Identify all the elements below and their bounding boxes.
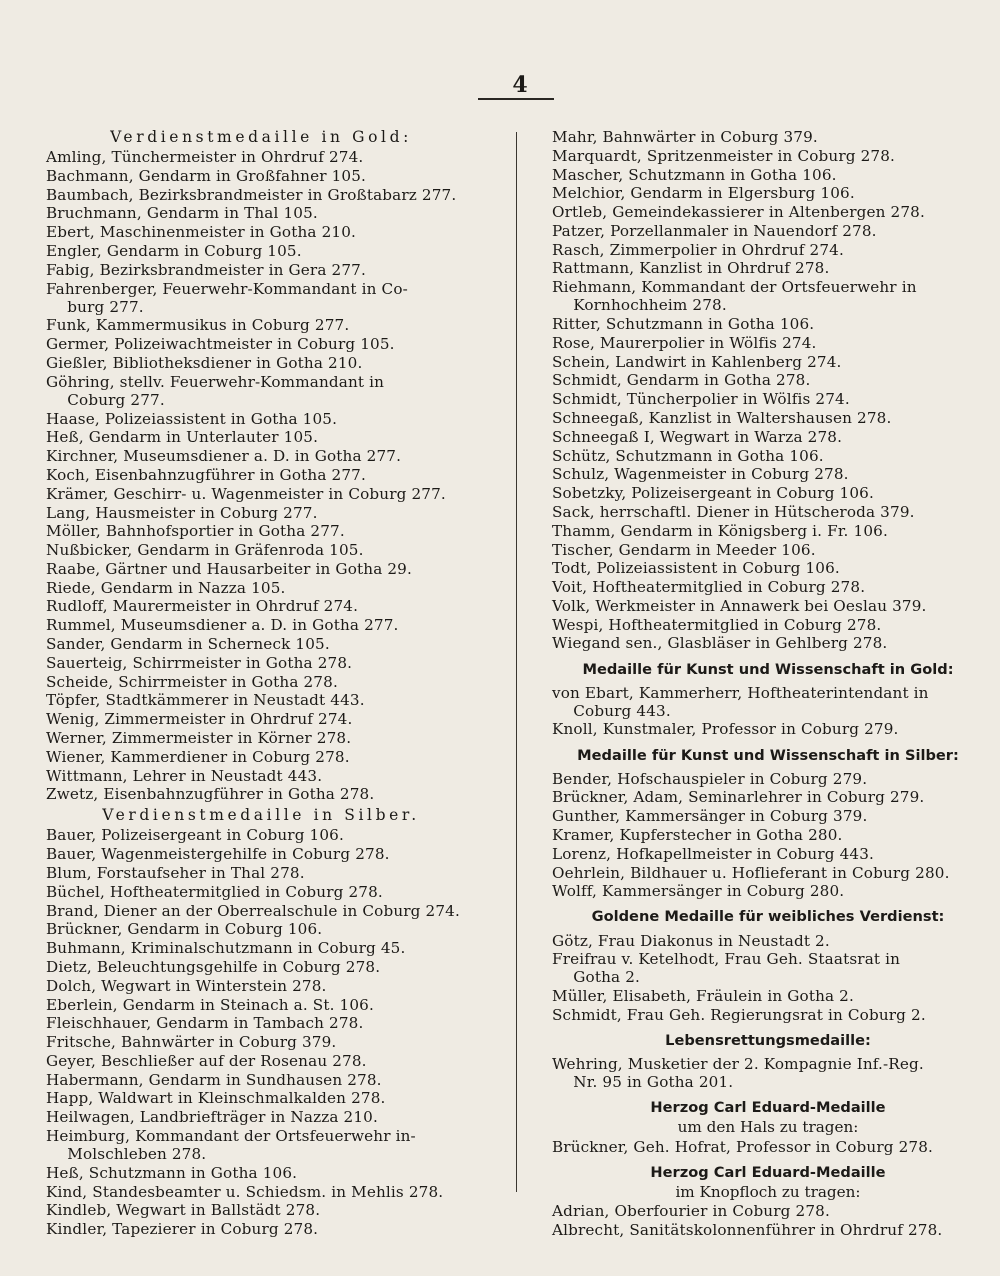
- list-item: Engler, Gendarm in Coburg 105.: [46, 242, 302, 260]
- heading-verdienst-gold: Verdienstmedaille in Gold:: [110, 128, 412, 146]
- subline-herzog-knopfloch: im Knopfloch zu tragen:: [675, 1182, 861, 1201]
- list-item: Marquardt, Spritzenmeister in Coburg 278.: [552, 146, 896, 165]
- list-item: Dolch, Wegwart in Winterstein 278.: [46, 976, 327, 995]
- list-item: Ritter, Schutzmann in Gotha 106.: [552, 315, 815, 334]
- list-item: Tischer, Gendarm in Meeder 106.: [552, 540, 816, 559]
- list-item: Heilwagen, Landbriefträger in Nazza 210.: [46, 1108, 378, 1127]
- heading-kunst-gold: Medaille für Kunst und Wissenschaft in Gold:: [582, 660, 954, 678]
- list-item: Kindleb, Wegwart in Ballstädt 278.: [46, 1201, 321, 1220]
- list-item: Göhring, stellv. Feuerwehr-Kommandant in Coburg 277.: [46, 372, 385, 409]
- list-silber-cont: [552, 128, 984, 653]
- list-item: Freifrau v. Ketelhodt, Frau Geh. Staatsrat in Gotha 2.: [552, 950, 901, 987]
- list-item: Albrecht, Sanitätskolonnenführer in Ohrdruf 278.: [552, 1220, 943, 1239]
- list-item: Adrian, Oberfourier in Coburg 278.: [552, 1201, 830, 1220]
- list-item: Fritsche, Bahnwärter in Coburg 379.: [46, 1033, 337, 1052]
- list-item: Mahr, Bahnwärter in Coburg 379.: [552, 128, 818, 146]
- list-item: Fleischhauer, Gendarm in Tambach 278.: [46, 1014, 364, 1033]
- list-item: Töpfer, Stadtkämmerer in Neustadt 443.: [46, 691, 365, 710]
- list-item: Götz, Frau Diakonus in Neustadt 2.: [552, 931, 830, 950]
- list-item: Werner, Zimmermeister in Körner 278.: [46, 728, 352, 747]
- list-item: Schütz, Schutzmann in Gotha 106.: [552, 446, 824, 465]
- list-item: Zwetz, Eisenbahnzugführer in Gotha 278.: [46, 785, 375, 804]
- list-item: Raabe, Gärtner und Hausarbeiter in Gotha 29.: [46, 559, 412, 578]
- list-herzog-hals: [552, 1138, 984, 1156]
- list-item: Kirchner, Museumsdiener a. D. in Gotha 277.: [46, 447, 402, 466]
- list-item: Sack, herrschaftl. Diener in Hütscheroda 379.: [552, 502, 915, 521]
- heading-verdienst-silber: Verdienstmedaille in Silber.: [102, 806, 420, 825]
- list-item: Bender, Hofschauspieler in Coburg 279.: [552, 769, 868, 788]
- list-item: Melchior, Gendarm in Elgersburg 106.: [552, 184, 855, 203]
- list-item: Gunther, Kammersänger in Coburg 379.: [552, 807, 868, 826]
- list-item: Habermann, Gendarm in Sundhausen 278.: [46, 1070, 382, 1089]
- right-column: [552, 128, 984, 1239]
- list-item: Brückner, Gendarm in Coburg 106.: [46, 920, 323, 939]
- list-item: Brand, Diener an der Oberrealschule in Coburg 274.: [46, 901, 460, 920]
- page-number-rule: [478, 98, 554, 100]
- list-item: Ebert, Maschinenmeister in Gotha 210.: [46, 223, 357, 242]
- list-item: Voit, Hoftheatermitglied in Coburg 278.: [552, 578, 866, 597]
- list-item: Büchel, Hoftheatermitglied in Coburg 278.: [46, 882, 383, 901]
- list-item: Wehring, Musketier der 2. Kompagnie Inf.-Reg. Nr. 95 in Gotha 201.: [552, 1055, 924, 1092]
- list-item: Haase, Polizeiassistent in Gotha 105.: [46, 409, 338, 428]
- list-item: Scheide, Schirrmeister in Gotha 278.: [46, 672, 338, 691]
- list-item: Todt, Polizeiassistent in Coburg 106.: [552, 559, 840, 578]
- list-item: Funk, Kammermusikus in Coburg 277.: [46, 316, 350, 335]
- list-item: Knoll, Kunstmaler, Professor in Coburg 279.: [552, 720, 899, 739]
- list-item: Lang, Hausmeister in Coburg 277.: [46, 503, 318, 522]
- heading-herzog-hals: Herzog Carl Eduard-Medaille: [650, 1099, 886, 1117]
- list-item: Amling, Tünchermeister in Ohrdruf 274.: [46, 148, 364, 167]
- list-item: Müller, Elisabeth, Fräulein in Gotha 2.: [552, 987, 854, 1006]
- page-number: 4: [512, 72, 528, 98]
- list-kunst-gold: [552, 684, 984, 739]
- list-item: Möller, Bahnhofsportier in Gotha 277.: [46, 522, 345, 541]
- list-item: Wiener, Kammerdiener in Coburg 278.: [46, 747, 350, 766]
- list-item: Sauerteig, Schirrmeister in Gotha 278.: [46, 653, 353, 672]
- heading-lebensrettung: Lebensrettungsmedaille:: [665, 1032, 871, 1050]
- list-item: Oehrlein, Bildhauer u. Hoflieferant in Coburg 280.: [552, 863, 950, 882]
- list-item: Riede, Gendarm in Nazza 105.: [46, 578, 286, 597]
- list-item: Buhmann, Kriminalschutzmann in Coburg 45.: [46, 939, 406, 958]
- list-item: Heß, Schutzmann in Gotha 106.: [46, 1163, 298, 1182]
- list-item: Fahrenberger, Feuerwehr-Kommandant in Co- burg 277.: [46, 279, 408, 316]
- list-item: Mascher, Schutzmann in Gotha 106.: [552, 165, 837, 184]
- list-item: Schmidt, Tüncherpolier in Wölfis 274.: [552, 390, 850, 409]
- list-weiblich: [552, 932, 984, 1025]
- left-column: [46, 128, 476, 1239]
- list-item: Germer, Polizeiwachtmeister in Coburg 105.: [46, 335, 395, 354]
- column-divider: [516, 132, 517, 1192]
- list-item: Baumbach, Bezirksbrandmeister in Großtabarz 277.: [46, 185, 457, 204]
- list-item: von Ebart, Kammerherr, Hoftheaterintendant in Coburg 443.: [552, 683, 929, 720]
- subline-herzog-hals: um den Hals zu tragen:: [677, 1118, 859, 1137]
- list-item: Gießler, Bibliotheksdiener in Gotha 210.: [46, 354, 363, 372]
- list-item: Bachmann, Gendarm in Großfahner 105.: [46, 166, 367, 185]
- list-item: Kramer, Kupferstecher in Gotha 280.: [552, 826, 843, 844]
- list-lebensrettung: [552, 1055, 984, 1091]
- list-item: Brückner, Geh. Hofrat, Professor in Coburg 278.: [552, 1137, 934, 1156]
- list-item: Happ, Waldwart in Kleinschmalkalden 278.: [46, 1089, 386, 1108]
- list-item: Blum, Forstaufseher in Thal 278.: [46, 864, 305, 883]
- list-item: Wiegand sen., Glasbläser in Gehlberg 278.: [552, 634, 888, 653]
- list-item: Wittmann, Lehrer in Neustadt 443.: [46, 766, 323, 785]
- list-item: Riehmann, Kommandant der Ortsfeuerwehr in Kornhochheim 278.: [552, 278, 917, 315]
- list-item: Wolff, Kammersänger in Coburg 280.: [552, 882, 845, 901]
- list-item: Heß, Gendarm in Unterlauter 105.: [46, 428, 319, 447]
- list-item: Wenig, Zimmermeister in Ohrdruf 274.: [46, 710, 353, 729]
- list-item: Rudloff, Maurermeister in Ohrdruf 274.: [46, 597, 359, 616]
- list-item: Brückner, Adam, Seminarlehrer in Coburg 279.: [552, 788, 925, 807]
- list-item: Schmidt, Gendarm in Gotha 278.: [552, 371, 811, 390]
- list-item: Sander, Gendarm in Scherneck 105.: [46, 635, 330, 654]
- list-item: Thamm, Gendarm in Königsberg i. Fr. 106.: [552, 521, 888, 540]
- list-item: Bauer, Wagenmeistergehilfe in Coburg 278.: [46, 845, 390, 864]
- list-item: Kind, Standesbeamter u. Schiedsm. in Mehlis 278.: [46, 1182, 444, 1201]
- list-item: Wespi, Hoftheatermitglied in Coburg 278.: [552, 615, 882, 634]
- list-item: Krämer, Geschirr- u. Wagenmeister in Coburg 277.: [46, 484, 446, 503]
- list-item: Rose, Maurerpolier in Wölfis 274.: [552, 333, 817, 352]
- list-item: Volk, Werkmeister in Annawerk bei Oeslau 379.: [552, 596, 927, 615]
- list-item: Bauer, Polizeisergeant in Coburg 106.: [46, 826, 344, 845]
- list-item: Geyer, Beschließer auf der Rosenau 278.: [46, 1051, 367, 1070]
- list-item: Heimburg, Kommandant der Ortsfeuerwehr in- Molschleben 278.: [46, 1126, 416, 1164]
- list-item: Patzer, Porzellanmaler in Nauendorf 278.: [552, 221, 877, 240]
- list-item: Rattmann, Kanzlist in Ohrdruf 278.: [552, 259, 830, 278]
- list-item: Sobetzky, Polizeisergeant in Coburg 106.: [552, 484, 874, 503]
- heading-herzog-knopfloch: Herzog Carl Eduard-Medaille: [650, 1163, 886, 1181]
- list-item: Schmidt, Frau Geh. Regierungsrat in Coburg 2.: [552, 1005, 926, 1024]
- list-item: Schneegaß I, Wegwart in Warza 278.: [552, 427, 843, 446]
- list-item: Dietz, Beleuchtungsgehilfe in Coburg 278.: [46, 957, 381, 976]
- list-item: Schulz, Wagenmeister in Coburg 278.: [552, 465, 849, 484]
- heading-kunst-silber: Medaille für Kunst und Wissenschaft in Silber:: [577, 746, 959, 764]
- list-item: Koch, Eisenbahnzugführer in Gotha 277.: [46, 466, 366, 484]
- list-item: Bruchmann, Gendarm in Thal 105.: [46, 204, 318, 223]
- list-item: Kindler, Tapezierer in Coburg 278.: [46, 1220, 319, 1239]
- list-item: Rummel, Museumsdiener a. D. in Gotha 277.: [46, 616, 399, 635]
- list-herzog-knopfloch: [552, 1202, 984, 1239]
- heading-weiblich: Goldene Medaille für weibliches Verdienst:: [591, 908, 945, 926]
- list-item: Fabig, Bezirksbrandmeister in Gera 277.: [46, 260, 366, 279]
- list-item: Ortleb, Gemeindekassierer in Altenbergen 278.: [552, 203, 925, 222]
- list-item: Nußbicker, Gendarm in Gräfenroda 105.: [46, 541, 364, 560]
- list-kunst-silber: [552, 770, 984, 901]
- list-item: Eberlein, Gendarm in Steinach a. St. 106.: [46, 995, 374, 1014]
- list-item: Lorenz, Hofkapellmeister in Coburg 443.: [552, 844, 875, 863]
- list-gold: [46, 148, 476, 803]
- list-item: Schein, Landwirt in Kahlenberg 274.: [552, 352, 842, 371]
- list-silber: [46, 826, 476, 1238]
- list-item: Rasch, Zimmerpolier in Ohrdruf 274.: [552, 240, 844, 259]
- list-item: Schneegaß, Kanzlist in Waltershausen 278.: [552, 409, 892, 428]
